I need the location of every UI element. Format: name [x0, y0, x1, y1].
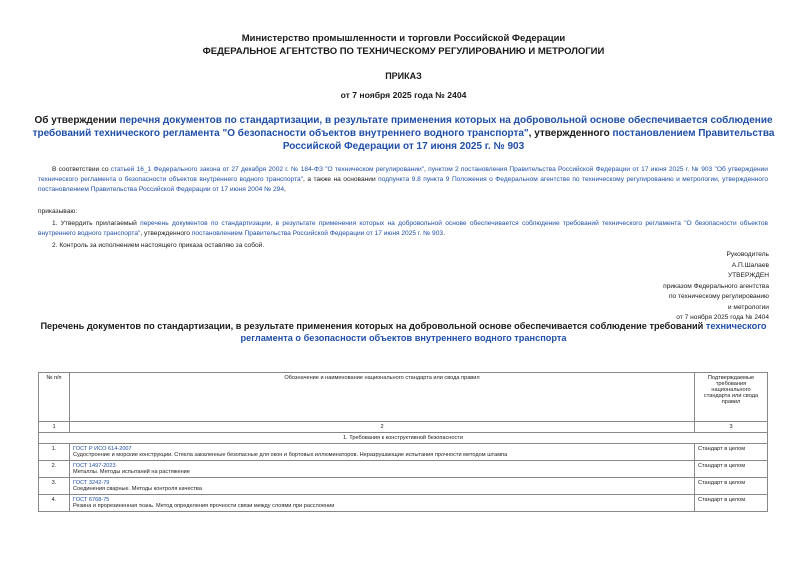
status-cell: Стандарт в целом: [695, 461, 768, 478]
approved-line-1: приказом Федерального агентства: [663, 282, 769, 290]
list-link[interactable]: перечень документов по стандартизации, в результате применения которых на добровольной основе обеспечивается соблюдение требований технического регламента "О безопасности объектов внутреннего водного транспорта": [38, 220, 768, 237]
title-text: , утвержденного: [528, 128, 613, 139]
law-link[interactable]: статьей 16_1 Федерального закона от 27 декабря 2002 г. № 184-ФЗ "О техническом регулировании": [110, 166, 425, 173]
list-title: Перечень документов по стандартизации, в результате применения которых на добровольной основе обеспечивается соблюдение требований технического регламента о безопасности объектов внутреннего водного транспорта: [40, 321, 767, 343]
standard-link[interactable]: ГОСТ 6768-75: [73, 497, 110, 503]
resolution-link-2[interactable]: постановлением Правительства Российской Федерации от 17 июня 2025 г. № 903: [191, 230, 444, 237]
resolution-link[interactable]: пунктом 2 постановления Правительства Российской Федерации от 17 июня 2025 г. № 903 "Об утверждении технического регламента о безопасности объектов внутреннего водного транспорта": [38, 166, 768, 183]
standard-name: Металлы. Методы испытаний на растяжение: [73, 469, 190, 475]
signer-position: Руководитель: [726, 251, 769, 258]
title-link-list[interactable]: перечня документов по стандартизации, в результате применения которых на добровольной основе обеспечивается соблюдение требований технического регламента "О безопасности объектов внутреннего водного транспорта": [32, 115, 773, 139]
status-cell: Стандарт в целом: [695, 478, 768, 495]
table-row: 2. ГОСТ 1497-2023 Металлы. Методы испытаний на растяжение Стандарт в целом: [39, 461, 768, 478]
regulation-link[interactable]: подпункта 9.8 пункта 9 Положения о Федеральном агентстве по техническому регулированию и метрологии, утвержденного постановлением Правительства Российской Федерации от 17 июня 2004 № 294: [38, 176, 768, 193]
table-row: 3. ГОСТ 3242-79 Соединения сварные. Методы контроля качества Стандарт в целом: [39, 478, 768, 495]
col-header-standard: Обозначение и наименование национального стандарта или свода правил: [70, 373, 695, 422]
order-word: приказываю:: [38, 208, 78, 215]
standards-table: [38, 372, 768, 512]
standard-name: Соединения сварные. Методы контроля качества: [73, 486, 202, 492]
standard-link[interactable]: ГОСТ Р ИСО 614-2007: [73, 446, 132, 452]
standard-name: Судостроение и морские конструкции. Стекла закаленные безопасные для окон и бортовых иллюминаторов. Неразрушающие испытания прочности методом штампа: [73, 452, 508, 458]
standard-link[interactable]: ГОСТ 1497-2023: [73, 463, 116, 469]
title-text: Об утверждении: [34, 115, 120, 126]
preamble-paragraph: В соответствии со статьей 16_1 Федерального закона от 27 декабря 2002 г. № 184-ФЗ "О техническом регулировании", пунктом 2 постановления Правительства Российской Федерации от 17 июня 2025 г. № 903 "Об утверждении технического регламента о безопасности объектов внутреннего водного транспорта", а также на основании подпункта 9.8 пункта 9 Положения о Федеральном агентстве по техническому регулированию и метрологии, утвержденного постановлением Правительства Российской Федерации от 17 июня 2004 № 294,: [38, 166, 768, 193]
table-section-row: [39, 433, 768, 444]
ministry-name: Министерство промышленности и торговли Российской Федерации: [241, 33, 566, 44]
approved-line-3: и метрологии: [727, 303, 769, 311]
document-type: ПРИКАЗ: [385, 71, 422, 81]
table-row: 1. ГОСТ Р ИСО 614-2007 Судостроение и морские конструкции. Стекла закаленные безопасные для окон и бортовых иллюминаторов. Неразрушающие испытания прочности методом штампа Стандарт в целом: [39, 444, 768, 461]
title-link-resolution[interactable]: постановлением Правительства Российской Федерации от 17 июня 2025 г. № 903: [282, 128, 775, 152]
standard-name: Резина и прорезиненная ткань. Метод определения прочности связи между слоями при расслоении: [73, 503, 335, 509]
col-header-number: № п/п: [39, 373, 70, 422]
standard-link[interactable]: ГОСТ 3242-79: [73, 480, 110, 486]
table-header-row: [39, 373, 768, 422]
order-item-2: 2. Контроль за исполнением настоящего приказа оставляю за собой.: [52, 242, 265, 249]
col-header-requirements: Подтверждаемые требования национального стандарта или свода правил: [695, 373, 768, 422]
order-title: [30, 114, 777, 153]
signature-block: [469, 250, 769, 324]
signer-name: А.П.Шалаев: [731, 261, 769, 269]
approved-label: УТВЕРЖДЕН: [727, 272, 769, 279]
order-date: от 7 ноября 2025 года № 2404: [340, 90, 467, 100]
table-row: 4. ГОСТ 6768-75 Резина и прорезиненная ткань. Метод определения прочности связи между слоями при расслоении Стандарт в целом: [39, 495, 768, 512]
order-item-1: 1. Утвердить прилагаемый перечень документов по стандартизации, в результате применения которых на добровольной основе обеспечивается соблюдение требований технического регламента "О безопасности объектов внутреннего водного транспорта", утвержденного постановлением Правительства Российской Федерации от 17 июня 2025 г. № 903.: [38, 220, 768, 237]
approved-line-2: по техническому регулированию: [668, 293, 769, 300]
approved-line-4: от 7 ноября 2025 года № 2404: [676, 314, 769, 321]
table-colnum-row: 1 2 3: [39, 422, 768, 433]
status-cell: Стандарт в целом: [695, 495, 768, 512]
agency-name: ФЕДЕРАЛЬНОЕ АГЕНТСТВО ПО ТЕХНИЧЕСКОМУ РЕГУЛИРОВАНИЮ И МЕТРОЛОГИИ: [202, 46, 605, 57]
status-cell: Стандарт в целом: [695, 444, 768, 461]
regulation-title-link[interactable]: технического регламента о безопасности объектов внутреннего водного транспорта: [240, 321, 767, 343]
section-title: 1. Требования к конструктивной безопасности: [39, 433, 768, 444]
